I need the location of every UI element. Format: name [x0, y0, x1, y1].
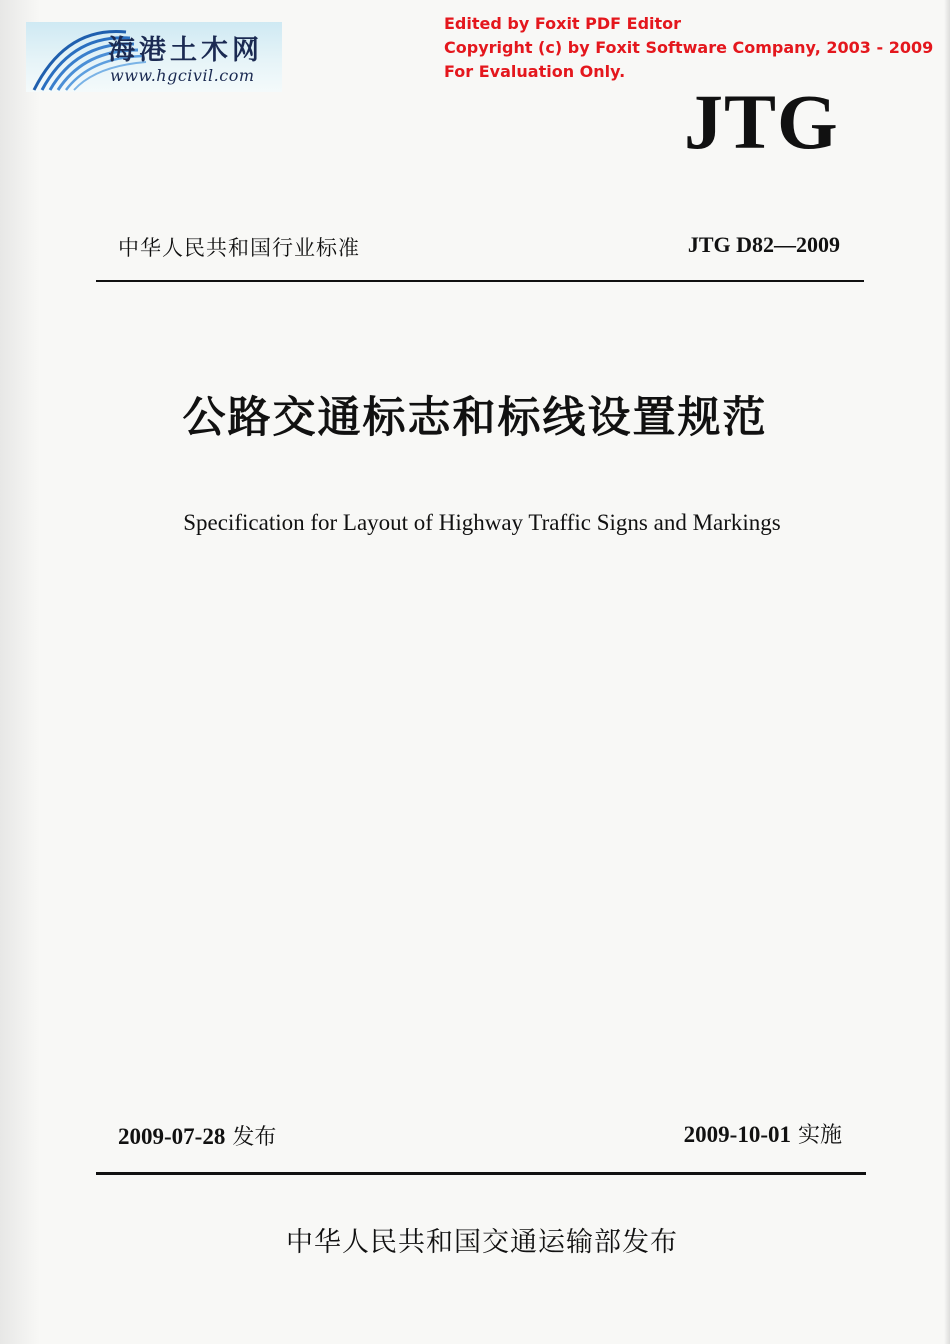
publisher: 中华人民共和国交通运输部发布 [286, 1227, 678, 1258]
site-logo [26, 22, 282, 92]
issue-date-value: 2009-07-28 [118, 1124, 226, 1149]
evaluation-watermark [444, 12, 933, 84]
divider-bottom [96, 1172, 866, 1175]
scan-shadow-left [0, 0, 40, 1344]
divider-top [96, 280, 864, 282]
watermark-line: Copyright (c) by Foxit Software Company, 2003 - 2009 [444, 38, 934, 57]
watermark-line: For Evaluation Only. [444, 62, 626, 81]
document-title-chinese: 公路交通标志和标线设置规范 [182, 393, 768, 443]
standard-category: 中华人民共和国行业标准 [118, 236, 360, 260]
issue-date-label: 发布 [232, 1125, 277, 1150]
watermark-line: Edited by Foxit PDF Editor [444, 14, 682, 33]
document-title-english: Specification for Layout of Highway Traffic Signs and Markings [183, 510, 781, 535]
logo-url: www.hgcivil.com [110, 66, 255, 85]
standard-mark: JTG [684, 78, 839, 165]
standard-code: JTG D82—2009 [687, 232, 840, 257]
issue-date [118, 1120, 276, 1151]
scan-shadow-right [944, 0, 950, 1344]
effective-date-label: 实施 [797, 1123, 842, 1148]
effective-date [684, 1118, 842, 1149]
logo-text: 海港土木网 [108, 35, 263, 66]
effective-date-value: 2009-10-01 [683, 1122, 791, 1147]
